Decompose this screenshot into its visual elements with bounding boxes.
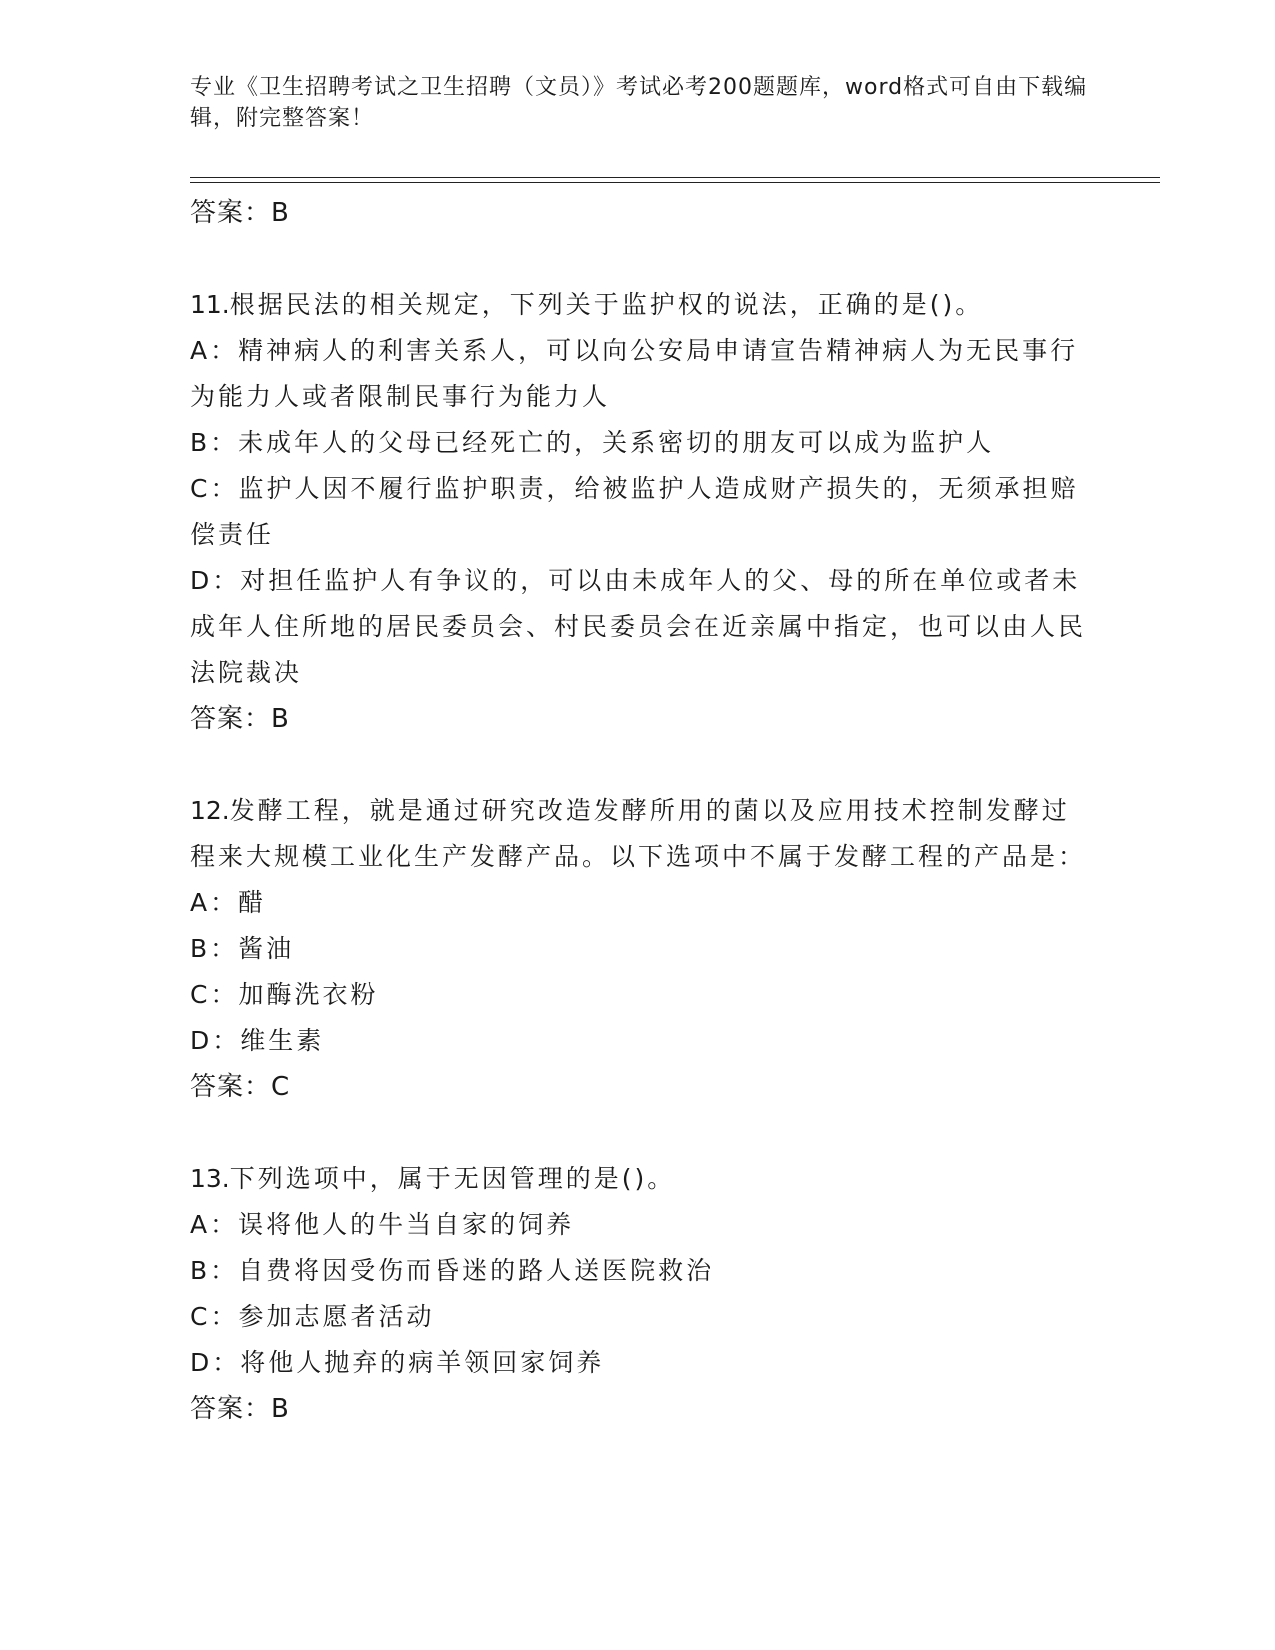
option-a: A：误将他人的牛当自家的饲养 xyxy=(190,1210,575,1239)
header-divider-line xyxy=(190,177,1160,178)
question-block-12 xyxy=(190,788,1090,1110)
question-content xyxy=(190,190,1090,1432)
question-text: 根据民法的相关规定，下列关于监护权的说法，正确的是()。 xyxy=(229,290,984,319)
question-text: 发酵工程，就是通过研究改造发酵所用的菌以及应用技术控制发酵过程来大规模工业化生产发酵产品。以下选项中不属于发酵工程的产品是： xyxy=(190,796,1087,871)
option-d: D：维生素 xyxy=(190,1026,325,1055)
question-stem xyxy=(190,788,1090,880)
question-number: 13. xyxy=(190,1164,230,1193)
option-b: B：自费将因受伤而昏迷的路人送医院救治 xyxy=(190,1256,715,1285)
previous-answer: 答案：B xyxy=(190,198,290,228)
option-b: B：酱油 xyxy=(190,934,295,963)
document-header: 专业《卫生招聘考试之卫生招聘（文员）》考试必考200题题库，word格式可自由下载编辑，附完整答案！ xyxy=(190,75,1088,131)
question-stem xyxy=(190,282,1090,328)
question-number: 12. xyxy=(190,796,230,825)
question-text: 下列选项中，属于无因管理的是()。 xyxy=(229,1164,676,1193)
question-answer: 答案：B xyxy=(190,704,290,734)
question-number: 11. xyxy=(190,290,230,319)
option-a: A：精神病人的利害关系人，可以向公安局申请宣告精神病人为无民事行为能力人或者限制民事行为能力人 xyxy=(190,336,1079,411)
option-b: B：未成年人的父母已经死亡的，关系密切的朋友可以成为监护人 xyxy=(190,428,995,457)
question-answer: 答案：C xyxy=(190,1072,291,1102)
option-a: A：醋 xyxy=(190,888,267,917)
option-c: C：参加志愿者活动 xyxy=(190,1302,435,1331)
option-c: C：加酶洗衣粉 xyxy=(190,980,379,1009)
option-c: C：监护人因不履行监护职责，给被监护人造成财产损失的，无须承担赔偿责任 xyxy=(190,474,1079,549)
question-block-11 xyxy=(190,282,1090,742)
header-divider-line-2 xyxy=(190,182,1160,183)
question-block-13 xyxy=(190,1156,1090,1432)
option-d: D：对担任监护人有争议的，可以由未成年人的父、母的所在单位或者未成年人住所地的居民委员会、村民委员会在近亲属中指定，也可以由人民法院裁决 xyxy=(190,566,1087,687)
question-stem xyxy=(190,1156,1090,1202)
question-answer: 答案：B xyxy=(190,1394,290,1424)
option-d: D：将他人抛弃的病羊领回家饲养 xyxy=(190,1348,605,1377)
